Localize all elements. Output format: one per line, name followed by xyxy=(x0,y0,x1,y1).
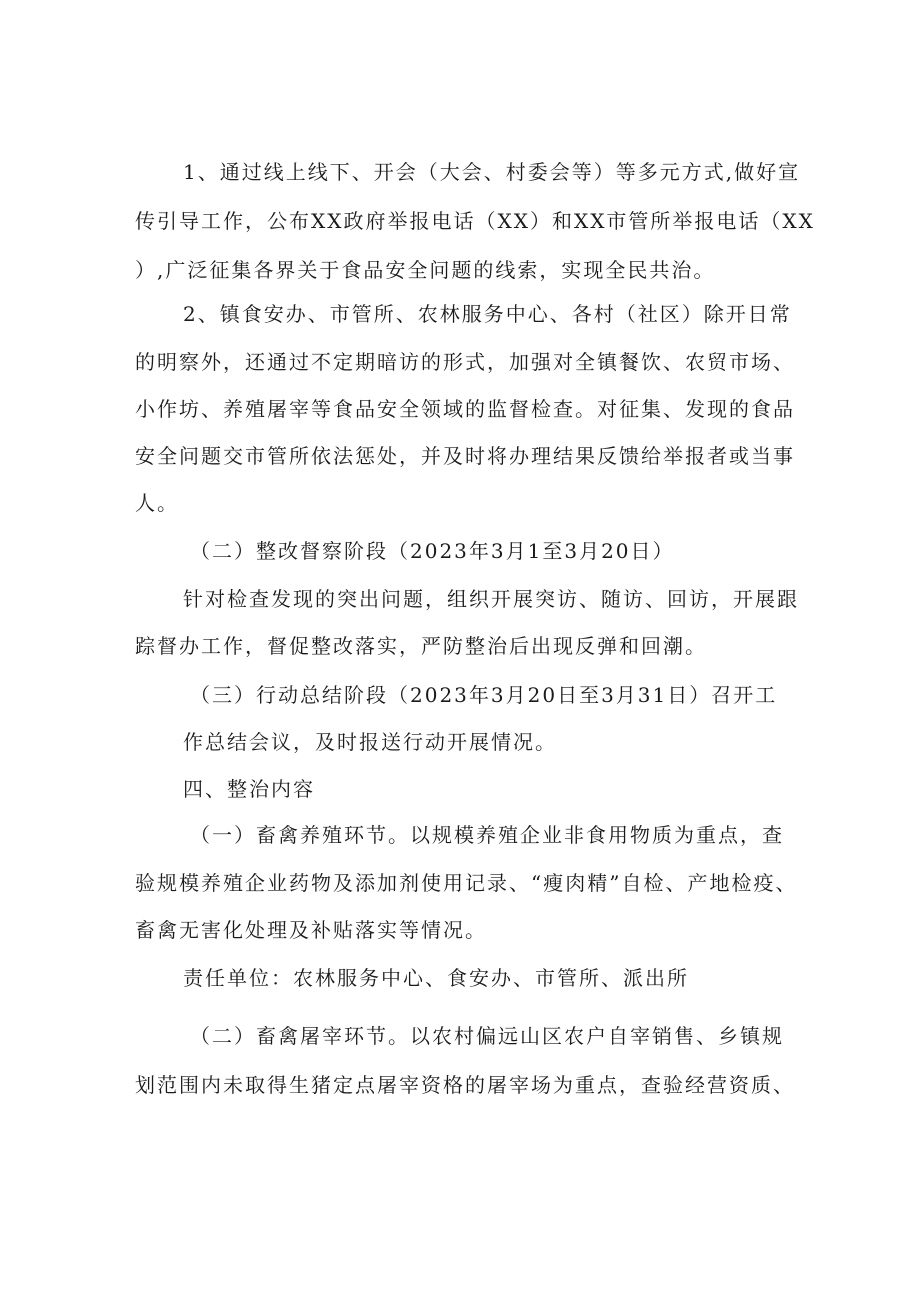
paragraph-1-line-1: 1、通过线上线下、开会（大会、村委会等）等多元方式,做好宣 xyxy=(183,160,801,184)
paragraph-1-line-2: 传引导工作，公布XX政府举报电话（XX）和XX市管所举报电话（XX xyxy=(135,209,815,233)
paragraph-1-line-3: ）,广泛征集各界关于食品安全问题的线索，实现全民共治。 xyxy=(135,258,716,282)
paragraph-2-line-2: 的明察外，还通过不定期暗访的形式，加强对全镇餐饮、农贸市场、 xyxy=(135,350,795,374)
stage-three-line-2: 作总结会议，及时报送行动开展情况。 xyxy=(183,730,557,754)
item-two-line-2: 划范围内未取得生猪定点屠宰资格的屠宰场为重点，查验经营资质、 xyxy=(135,1073,795,1097)
item-one-line-2: 验规模养殖企业药物及添加剂使用记录、“瘦肉精”自检、产地检疫、 xyxy=(135,871,798,895)
section-four-heading: 四、整治内容 xyxy=(183,777,315,801)
item-one-line-3: 畜禽无害化处理及补贴落实等情况。 xyxy=(135,918,487,942)
item-two-line-1: （二）畜禽屠宰环节。以农村偏远山区农户自宰销售、乡镇规 xyxy=(190,1024,784,1048)
paragraph-2-line-1: 2、镇食安办、市管所、农林服务中心、各村（社区）除开日常 xyxy=(183,302,792,326)
paragraph-3-line-1: 针对检查发现的突出问题，组织开展突访、随访、回访，开展跟 xyxy=(183,587,799,611)
paragraph-2-line-4: 安全问题交市管所依法惩处，并及时将办理结果反馈给举报者或当事 xyxy=(135,444,795,468)
item-one-line-1: （一）畜禽养殖环节。以规模养殖企业非食用物质为重点，查 xyxy=(190,823,784,847)
stage-three-line-1: （三）行动总结阶段（2023年3月20日至3月31日）召开工 xyxy=(190,683,778,707)
responsible-units: 责任单位：农林服务中心、食安办、市管所、派出所 xyxy=(183,966,689,990)
paragraph-2-line-5: 人。 xyxy=(135,491,179,515)
paragraph-2-line-3: 小作坊、养殖屠宰等食品安全领域的监督检查。对征集、发现的食品 xyxy=(135,397,795,421)
stage-two-heading: （二）整改督察阶段（2023年3月1至3月20日） xyxy=(190,539,675,563)
paragraph-3-line-2: 踪督办工作，督促整改落实，严防整治后出现反弹和回潮。 xyxy=(135,634,707,658)
